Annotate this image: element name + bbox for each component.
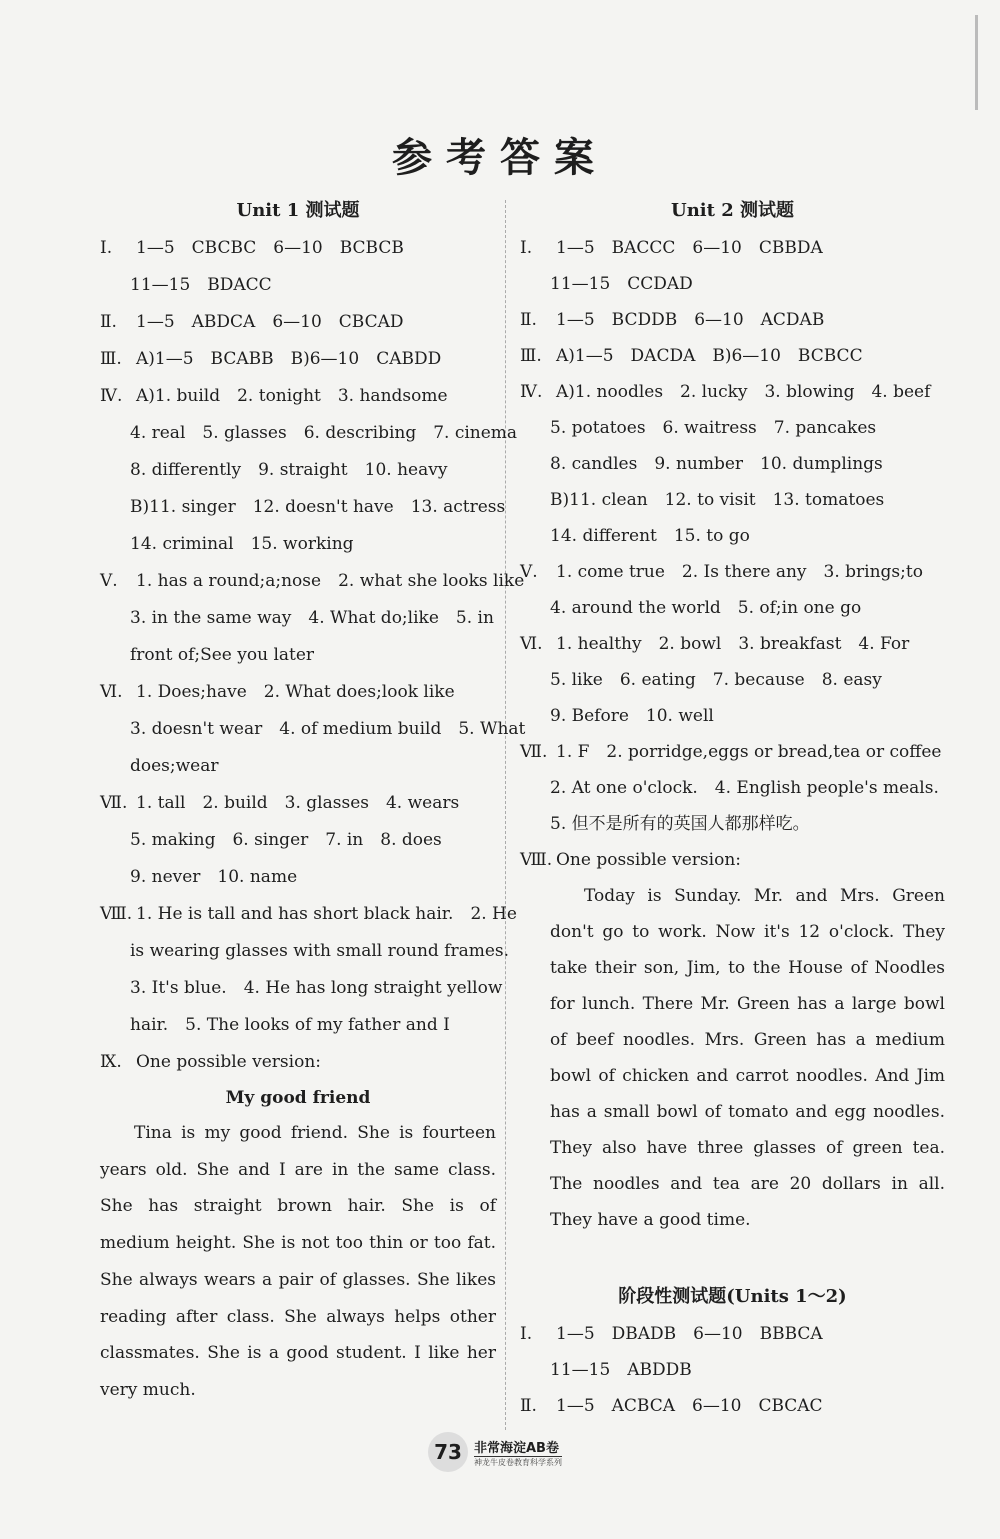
answer-text: 11—15 ABDDB — [550, 1360, 692, 1380]
unit2-title: Unit 2 测试题 — [671, 200, 794, 221]
answer-line — [520, 806, 945, 842]
answer-line — [520, 302, 945, 338]
answer-line — [100, 563, 525, 600]
answer-text: does;wear — [130, 756, 219, 776]
answer-line — [100, 489, 506, 526]
answer-text: 14. criminal 15. working — [130, 534, 354, 554]
answer-text: 1. Does;have 2. What does;look like — [136, 682, 455, 702]
section-number: Ⅴ. — [100, 571, 118, 591]
answer-text: 3. It's blue. 4. He has long straight yellow — [130, 978, 503, 998]
essay-body: Today is Sunday. Mr. and Mrs. Green don't go to work. Now it's 12 o'clock. They take their son, Jim, to the House of Noodles for lunch. There Mr. Green has a large bowl of beef noodles. Mrs. Green has a medium bowl of chicken and carrot noodles. And Jim has a small bowl of tomato and egg noodles. They also have three glasses of green tea. The noodles and tea are 20 dollars in all. They have a good time. — [550, 886, 945, 1230]
section-number: Ⅳ. — [100, 386, 123, 406]
answer-text: 2. At one o'clock. 4. English people's meals. — [550, 778, 939, 798]
column-divider — [505, 200, 506, 1430]
answer-line — [100, 1007, 496, 1044]
answer-text: 1—5 DBADB 6—10 BBBCA — [556, 1324, 823, 1344]
essay-body: Tina is my good friend. She is fourteen years old. She and I are in the same class. She has straight brown hair. She is of medium height. She is not too thin or too fat. She always wears a pair of glasses. She likes reading after class. She always helps other classmates. She is a good student. I like her very much. — [100, 1123, 496, 1400]
answer-text: 1. tall 2. build 3. glasses 4. wears — [136, 793, 460, 813]
answer-text: One possible version: — [556, 850, 741, 870]
answer-text: A)1—5 DACDA B)6—10 BCBCC — [556, 346, 863, 366]
page-footer — [428, 1432, 598, 1472]
answer-line — [520, 1316, 945, 1352]
answer-line — [520, 698, 945, 734]
answer-line — [100, 748, 496, 785]
answer-text: 9. never 10. name — [130, 867, 298, 887]
answer-text: 1. He is tall and has short black hair. 2. He — [136, 904, 517, 924]
essay-title: My good friend — [225, 1088, 371, 1108]
answer-line — [520, 338, 945, 374]
answer-text: is wearing glasses with small round frames. — [130, 941, 510, 961]
answer-line — [100, 230, 496, 267]
answer-line — [520, 734, 945, 770]
answer-line — [100, 378, 496, 415]
answer-text: 4. around the world 5. of;in one go — [550, 598, 862, 618]
section-number: Ⅰ. — [100, 238, 113, 258]
section-number: Ⅶ. — [520, 742, 548, 762]
answer-line — [520, 518, 945, 554]
answer-line — [520, 554, 945, 590]
section-number: Ⅱ. — [520, 310, 537, 330]
unit1-column — [100, 196, 526, 1409]
answer-text: 1—5 BCDDB 6—10 ACDAB — [556, 310, 825, 330]
answer-line — [100, 526, 496, 563]
answer-line — [100, 452, 496, 489]
answer-text: 4. real 5. glasses 6. describing 7. cinema — [130, 423, 518, 443]
answer-text: 1—5 ACBCA 6—10 CBCAC — [556, 1396, 823, 1416]
answer-line — [100, 674, 496, 711]
answer-text: 5. making 6. singer 7. in 8. does — [130, 830, 442, 850]
answer-text: 1—5 CBCBC 6—10 BCBCB — [136, 238, 404, 258]
answer-line — [100, 822, 496, 859]
unit1-answers — [100, 230, 526, 1081]
answer-text: 1. has a round;a;nose 2. what she looks like — [136, 571, 525, 591]
answer-line — [520, 1352, 945, 1388]
answer-line — [520, 482, 945, 518]
answer-text: 1—5 BACCC 6—10 CBBDA — [556, 238, 823, 258]
answer-line — [100, 859, 496, 896]
section-number: Ⅱ. — [100, 312, 117, 332]
section-number: Ⅲ. — [520, 346, 542, 366]
answer-text: 1—5 ABDCA 6—10 CBCAD — [136, 312, 404, 332]
answer-line — [100, 933, 510, 970]
section-number: Ⅷ. — [520, 850, 553, 870]
section-number: Ⅸ. — [100, 1052, 122, 1072]
unit2-column — [520, 196, 945, 1424]
page-title: 参考答案 — [392, 134, 608, 181]
answer-line — [520, 410, 945, 446]
answer-text: hair. 5. The looks of my father and I — [130, 1015, 450, 1035]
answer-line — [100, 267, 496, 304]
answer-line — [100, 711, 526, 748]
answer-line — [100, 1044, 496, 1081]
answer-text: B)11. clean 12. to visit 13. tomatoes — [550, 490, 885, 510]
answer-text: 8. candles 9. number 10. dumplings — [550, 454, 883, 474]
answer-text: 3. in the same way 4. What do;like 5. in — [130, 608, 494, 628]
answer-text: 1. F 2. porridge,eggs or bread,tea or coffee — [556, 742, 942, 762]
section-number: Ⅶ. — [100, 793, 128, 813]
answer-text: 1. healthy 2. bowl 3. breakfast 4. For — [556, 634, 910, 654]
answer-text: 11—15 CCDAD — [550, 274, 693, 294]
answer-line — [100, 415, 518, 452]
footer-brand: 非常海淀AB卷 — [474, 1437, 562, 1457]
answer-line — [520, 626, 945, 662]
section-number: Ⅳ. — [520, 382, 543, 402]
section-number: Ⅰ. — [520, 1324, 533, 1344]
answer-text: 5. potatoes 6. waitress 7. pancakes — [550, 418, 877, 438]
answer-text: A)1. build 2. tonight 3. handsome — [136, 386, 448, 406]
answer-line — [100, 341, 496, 378]
section-number: Ⅴ. — [520, 562, 538, 582]
answer-line — [520, 842, 945, 878]
answer-text: 5. like 6. eating 7. because 8. easy — [550, 670, 882, 690]
stage-answers — [520, 1316, 945, 1424]
answer-text: 9. Before 10. well — [550, 706, 714, 726]
answer-line — [520, 662, 945, 698]
answer-line — [100, 970, 503, 1007]
answer-text: 3. doesn't wear 4. of medium build 5. What — [130, 719, 526, 739]
section-number: Ⅱ. — [520, 1396, 537, 1416]
section-number: Ⅲ. — [100, 349, 122, 369]
answer-text: 5. 但不是所有的英国人都那样吃。 — [550, 814, 810, 834]
page-edge-shadow — [975, 15, 978, 110]
answer-text: front of;See you later — [130, 645, 315, 665]
answer-text: A)1—5 BCABB B)6—10 CABDD — [136, 349, 442, 369]
answer-line — [520, 374, 945, 410]
answer-text: 11—15 BDACC — [130, 275, 272, 295]
answer-line — [520, 230, 945, 266]
section-number: Ⅵ. — [100, 682, 123, 702]
answer-line — [520, 446, 945, 482]
footer-series: 神龙牛皮卷教育科学系列 — [474, 1457, 562, 1467]
unit2-answers — [520, 230, 945, 878]
answer-line — [520, 266, 945, 302]
answer-text: B)11. singer 12. doesn't have 13. actress — [130, 497, 506, 517]
stage-test-title: 阶段性测试题(Units 1～2) — [618, 1286, 847, 1307]
section-number: Ⅰ. — [520, 238, 533, 258]
answer-line — [100, 304, 496, 341]
answer-line — [100, 637, 496, 674]
section-number: Ⅵ. — [520, 634, 543, 654]
answer-line — [100, 785, 496, 822]
answer-line — [100, 896, 517, 933]
answer-line — [520, 770, 945, 806]
answer-line — [520, 1388, 945, 1424]
answer-line — [520, 590, 945, 626]
answer-text: 8. differently 9. straight 10. heavy — [130, 460, 448, 480]
answer-text: 1. come true 2. Is there any 3. brings;to — [556, 562, 923, 582]
section-number: Ⅷ. — [100, 904, 133, 924]
unit1-title: Unit 1 测试题 — [236, 200, 360, 221]
footer-text — [474, 1437, 562, 1468]
page-number: 73 — [428, 1432, 468, 1472]
answer-text: A)1. noodles 2. lucky 3. blowing 4. beef — [556, 382, 931, 402]
answer-line — [100, 600, 496, 637]
answer-text: 14. different 15. to go — [550, 526, 750, 546]
answer-text: One possible version: — [136, 1052, 321, 1072]
